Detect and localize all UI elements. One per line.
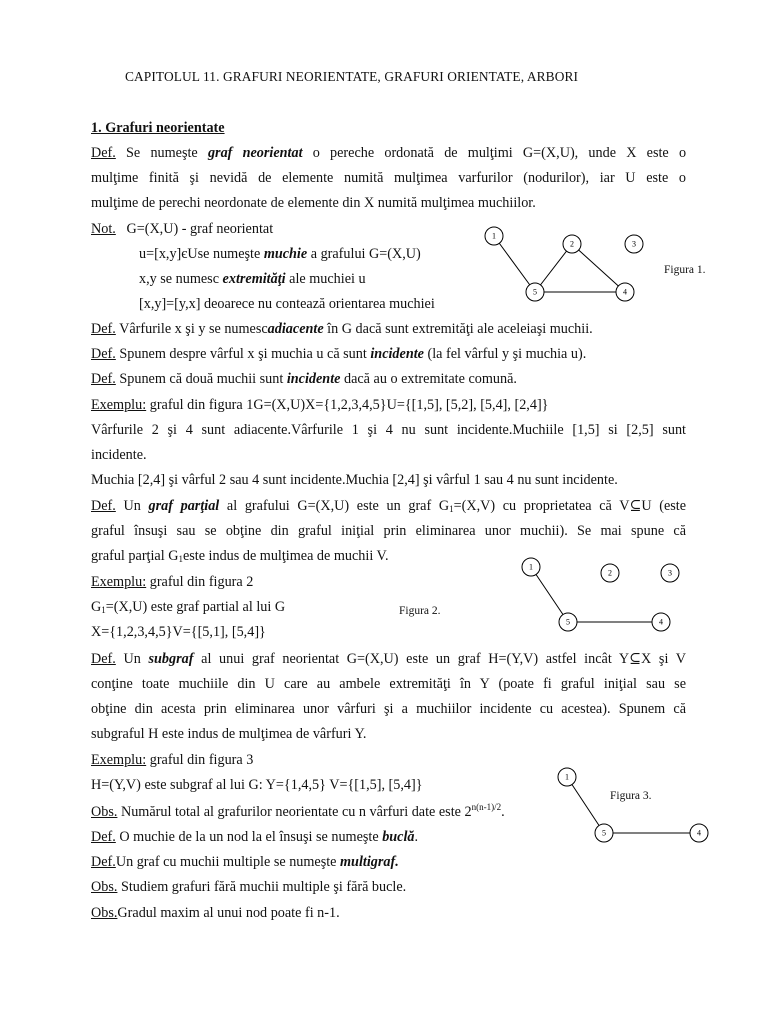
svg-text:3: 3	[632, 239, 636, 249]
node-5	[526, 283, 544, 301]
node-4	[690, 824, 708, 842]
node-2	[601, 564, 619, 582]
exemplu-1-line2: Vârfurile 2 şi 4 sunt adiacente.Vârfurile 1 şi 4 nu sunt incidente.Muchiile [1,5] si [2,5] sunt	[91, 422, 686, 438]
figure-3-graph	[550, 763, 720, 853]
def-bucla: Def. O muchie de la un nod la el însuşi se numeşte buclă.	[91, 829, 419, 845]
svg-text:5: 5	[602, 828, 606, 838]
exemplu-2-line1: Exemplu: graful din figura 2	[91, 574, 254, 590]
obs-1: Obs. Numărul total al grafurilor neorientate cu n vârfuri date este $2^{n(n-1)/2}$.	[91, 802, 505, 820]
exemplu-1-line4: Muchia [2,4] şi vârful 2 sau 4 sunt incidente.Muchia [2,4] şi vârful 1 sau 4 nu sunt incidente.	[91, 472, 618, 488]
node-5	[559, 613, 577, 631]
svg-text:4: 4	[697, 828, 701, 838]
term-extremitati: extremităţi	[222, 271, 286, 287]
term-graf-partial: graf parţial	[148, 498, 220, 514]
def-subgraf-line4: subgraful H este indus de mulţimea de vârfuri Y.	[91, 726, 367, 742]
node-5	[595, 824, 613, 842]
svg-text:4: 4	[659, 617, 663, 627]
svg-text:2: 2	[608, 568, 612, 578]
term-muchie: muchie	[263, 246, 308, 262]
exemplu-1-line1: Exemplu: graful din figura 1G=(X,U)X={1,2,3,4,5}U={[1,5], [5,2], [5,4], [2,4]}	[91, 397, 549, 413]
term-graf-neorientat: graf neorientat	[207, 145, 303, 161]
svg-text:5: 5	[566, 617, 570, 627]
edge-1-5	[567, 777, 604, 833]
term-adiacente: adiacente	[267, 321, 324, 337]
exemplu-2-line2: $G_1=(X,U)$ este graf partial al lui G	[91, 599, 286, 615]
notation-line2: u=[x,y]єUse numeşte muchie a grafului G=(X,U)	[139, 246, 421, 262]
svg-text:5: 5	[533, 287, 537, 297]
node-4	[652, 613, 670, 631]
figure-1-caption: Figura 1.	[664, 264, 706, 276]
def-label: Def.	[91, 145, 116, 161]
exemplu-3-line1: Exemplu: graful din figura 3	[91, 752, 254, 768]
section-title: 1. Grafuri neorientate	[91, 120, 225, 136]
def-adiacente: Def. Vârfurile x şi y se numescadiacente în G dacă sunt extremităţi ale aceleiaşi muchii.	[91, 321, 593, 337]
node-1	[485, 227, 503, 245]
svg-text:4: 4	[623, 287, 627, 297]
svg-text:1: 1	[492, 231, 496, 241]
def-incidente-1: Def. Spunem despre vârful x şi muchia u că sunt incidente (la fel vârful y şi muchia u).	[91, 346, 587, 362]
node-1	[558, 768, 576, 786]
def-subgraf-line3: obţine din acesta prin eliminarea unor vârfuri şi a muchiilor incidente cu acestea). Spunem că	[91, 701, 686, 717]
exemplu-3-line2: H=(Y,V) este subgraf al lui G: Y={1,4,5} V={[1,5], [5,4]}	[91, 777, 423, 793]
def-incidente-2: Def. Spunem că două muchii sunt incidente dacă au o extremitate comună.	[91, 371, 517, 387]
chapter-title: CAPITOLUL 11. GRAFURI NEORIENTATE, GRAFURI ORIENTATE, ARBORI	[125, 69, 579, 84]
node-4	[616, 283, 634, 301]
notation-line1: Not. G=(X,U) - graf neorientat	[91, 221, 274, 237]
node-3	[625, 235, 643, 253]
node-1	[522, 558, 540, 576]
figure-2-caption: Figura 2.	[399, 605, 441, 617]
figure-2-graph	[515, 555, 685, 640]
svg-text:3: 3	[668, 568, 672, 578]
def-graf-line2: mulţime finită şi nevidă de elemente numită mulţimea varfurilor (nodurilor), iar U este o	[91, 170, 686, 186]
figure-1-graph	[475, 222, 655, 312]
def-partial-line1: Def. Un graf parţial al grafului G=(X,U) este un graf $G_1=(X,V)$ cu proprietatea că V⊆U (este	[91, 498, 687, 514]
def-partial-line2: graful însuşi sau se obţine din graful iniţial prin eliminarea unor muchii). Se mai spune că	[91, 523, 686, 539]
term-bucla: buclă	[382, 829, 415, 845]
def-multigraf: Def.Un graf cu muchii multiple se numeşte multigraf.	[91, 854, 399, 870]
def-graf-line3: mulţime de perechi neordonate de elemente din X numită mulţimea muchiilor.	[91, 195, 536, 211]
node-2	[563, 235, 581, 253]
def-subgraf-line2: conţine toate muchiile din U care au ambele extremităţi în Y (poate fi graful iniţial sau se	[91, 676, 686, 692]
edge-1-5	[531, 567, 568, 622]
def-subgraf-line1: Def. Un subgraf al unui graf neorientat G=(X,U) este un graf H=(Y,V) astfel incât Y⊆X şi V	[91, 651, 687, 667]
subset-symbol: ⊆	[629, 498, 642, 514]
node-3	[661, 564, 679, 582]
edge-2-4	[572, 244, 625, 292]
edge-1-5	[494, 236, 535, 292]
notation-line3: x,y se numesc extremităţi ale muchiei u	[139, 271, 366, 287]
subset-symbol: ⊆	[629, 651, 642, 667]
notation-line4: [x,y]=[y,x] deoarece nu contează orientarea muchiei	[139, 296, 435, 312]
not-label: Not.	[91, 221, 116, 237]
obs-2: Obs. Studiem grafuri fără muchii multiple şi fără bucle.	[91, 879, 407, 895]
def-partial-line3: graful parţial $G_1este$ indus de mulţimea de muchii V.	[91, 548, 389, 564]
exemplu-1-line3: incidente.	[91, 447, 147, 463]
def-graf-line1: Def. Se numeşte graf neorientat o pereche ordonată de mulţimi G=(X,U), unde X este o	[91, 145, 687, 161]
svg-text:1: 1	[529, 562, 533, 572]
term-incidente: incidente	[370, 346, 424, 362]
figure-3-caption: Figura 3.	[610, 790, 652, 802]
term-subgraf: subgraf	[148, 651, 194, 667]
svg-text:2: 2	[570, 239, 574, 249]
term-multigraf: multigraf.	[340, 854, 399, 870]
svg-text:1: 1	[565, 772, 569, 782]
term-incidente: incidente	[286, 371, 341, 387]
exemplu-2-line3: X={1,2,3,4,5}V={[5,1], [5,4]}	[91, 624, 266, 640]
obs-3: Obs.Gradul maxim al unui nod poate fi n-1.	[91, 905, 340, 921]
